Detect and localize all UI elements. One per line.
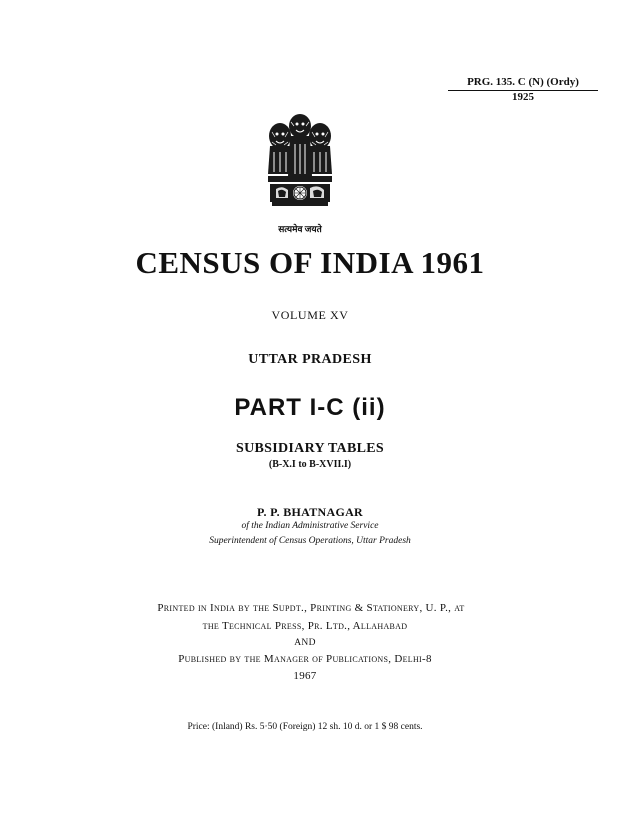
- imprint-press-line: the Technical Press, Pr. Ltd., Allahabad: [202, 620, 408, 632]
- state-label: UTTAR PRADESH: [248, 352, 372, 367]
- price-line: Price: (Inland) Rs. 5·50 (Foreign) 12 sh. 10 d. or 1 $ 98 cents.: [187, 722, 423, 732]
- part-label: PART I-C (ii): [234, 394, 386, 421]
- emblem-motto: सत्यमेव जयते: [278, 224, 322, 234]
- subtitle-label: SUBSIDIARY TABLES: [236, 441, 384, 456]
- page-title: CENSUS OF INDIA 1961: [135, 245, 485, 280]
- volume-label: VOLUME XV: [271, 308, 349, 322]
- publication-code-text: PRG. 135. C (N) (Ordy): [448, 76, 598, 91]
- imprint-publisher-line: Published by the Manager of Publications, Delhi-8: [178, 653, 432, 665]
- author-designation: Superintendent of Census Operations, Uttar Pradesh: [209, 536, 411, 546]
- publication-code: [448, 76, 598, 104]
- imprint-printer-line: Printed in India by the Supdt., Printing & Stationery, U. P., at: [157, 602, 465, 614]
- table-range-label: (B-X.I to B-XVII.I): [268, 459, 352, 470]
- publication-code-year: 1925: [512, 91, 534, 103]
- ashoka-lion-capital-icon: [258, 112, 342, 220]
- author-service: of the Indian Administrative Service: [241, 521, 379, 531]
- imprint-year: 1967: [293, 670, 317, 682]
- author-name: P. P. BHATNAGAR: [256, 505, 364, 519]
- imprint-and-line: AND: [294, 638, 316, 648]
